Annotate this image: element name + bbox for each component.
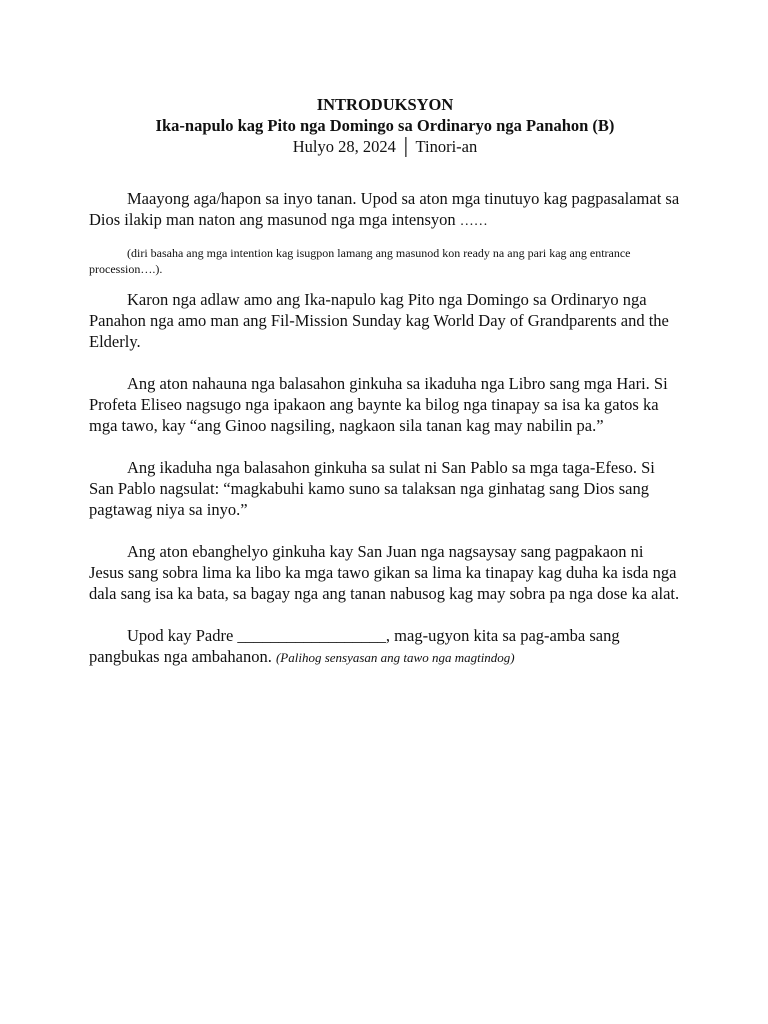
intention-note: (diri basaha ang mga intention kag isugpon lamang ang masunod kon ready na ang pari kag ang entrance procession….). [89, 246, 631, 276]
document-subtitle: Ika-napulo kag Pito nga Domingo sa Ordinaryo nga Panahon (B) [155, 116, 615, 135]
document-header [89, 94, 681, 157]
paragraph-second-reading: Ang ikaduha nga balasahon ginkuha sa sulat ni San Pablo sa mga taga-Efeso. Si San Pablo nagsulat: “magkabuhi kamo suno sa talaksan nga ginhatag sang Dios sang pagtawag niya sa inyo.” [89, 458, 655, 519]
document-title: INTRODUKSYON [316, 95, 454, 114]
paragraph-first-reading: Ang aton nahauna nga balasahon ginkuha sa ikaduha nga Libro sang mga Hari. Si Profeta Eliseo nagsugo nga ipakaon ang baynte ka bilog nga tinapay sa isa ka gatos ka mga tawo, kay “ang Ginoo nagsiling, nagkaon sila tanan kag may nabilin pa.” [89, 374, 668, 435]
paragraph-closing [89, 625, 681, 668]
paragraph-greeting [89, 188, 681, 232]
paragraph-gospel: Ang aton ebanghelyo ginkuha kay San Juan nga nagsaysay sang pagpakaon ni Jesus sang sobra lima ka libo ka mga tawo gikan sa lima ka tinapay kag duha ka isda nga dala sang isa ka bata, sa bagay nga ang tanan nabusog kag may sobra pa nga dose ka alat. [89, 542, 680, 603]
closing-instruction: (Palihog sensyasan ang tawo nga magtindog) [275, 650, 515, 665]
paragraph-sunday: Karon nga adlaw amo ang Ika-napulo kag Pito nga Domingo sa Ordinaryo nga Panahon nga amo man ang Fil-Mission Sunday kag World Day of Grandparents and the Elderly. [89, 290, 669, 351]
greeting-dots: …… [459, 214, 488, 229]
closing-text: Upod kay Padre __________________, mag-ugyon kita sa pag-amba sang pangbukas nga ambahanon. [89, 626, 620, 666]
greeting-text: Maayong aga/hapon sa inyo tanan. Upod sa aton mga tinutuyo kag pagpasalamat sa Dios ilakip man naton ang masunod nga mga intensyon [89, 189, 680, 229]
date-line: Hulyo 28, 2024 │ Tinori-an [292, 137, 478, 156]
document-page [89, 94, 681, 668]
